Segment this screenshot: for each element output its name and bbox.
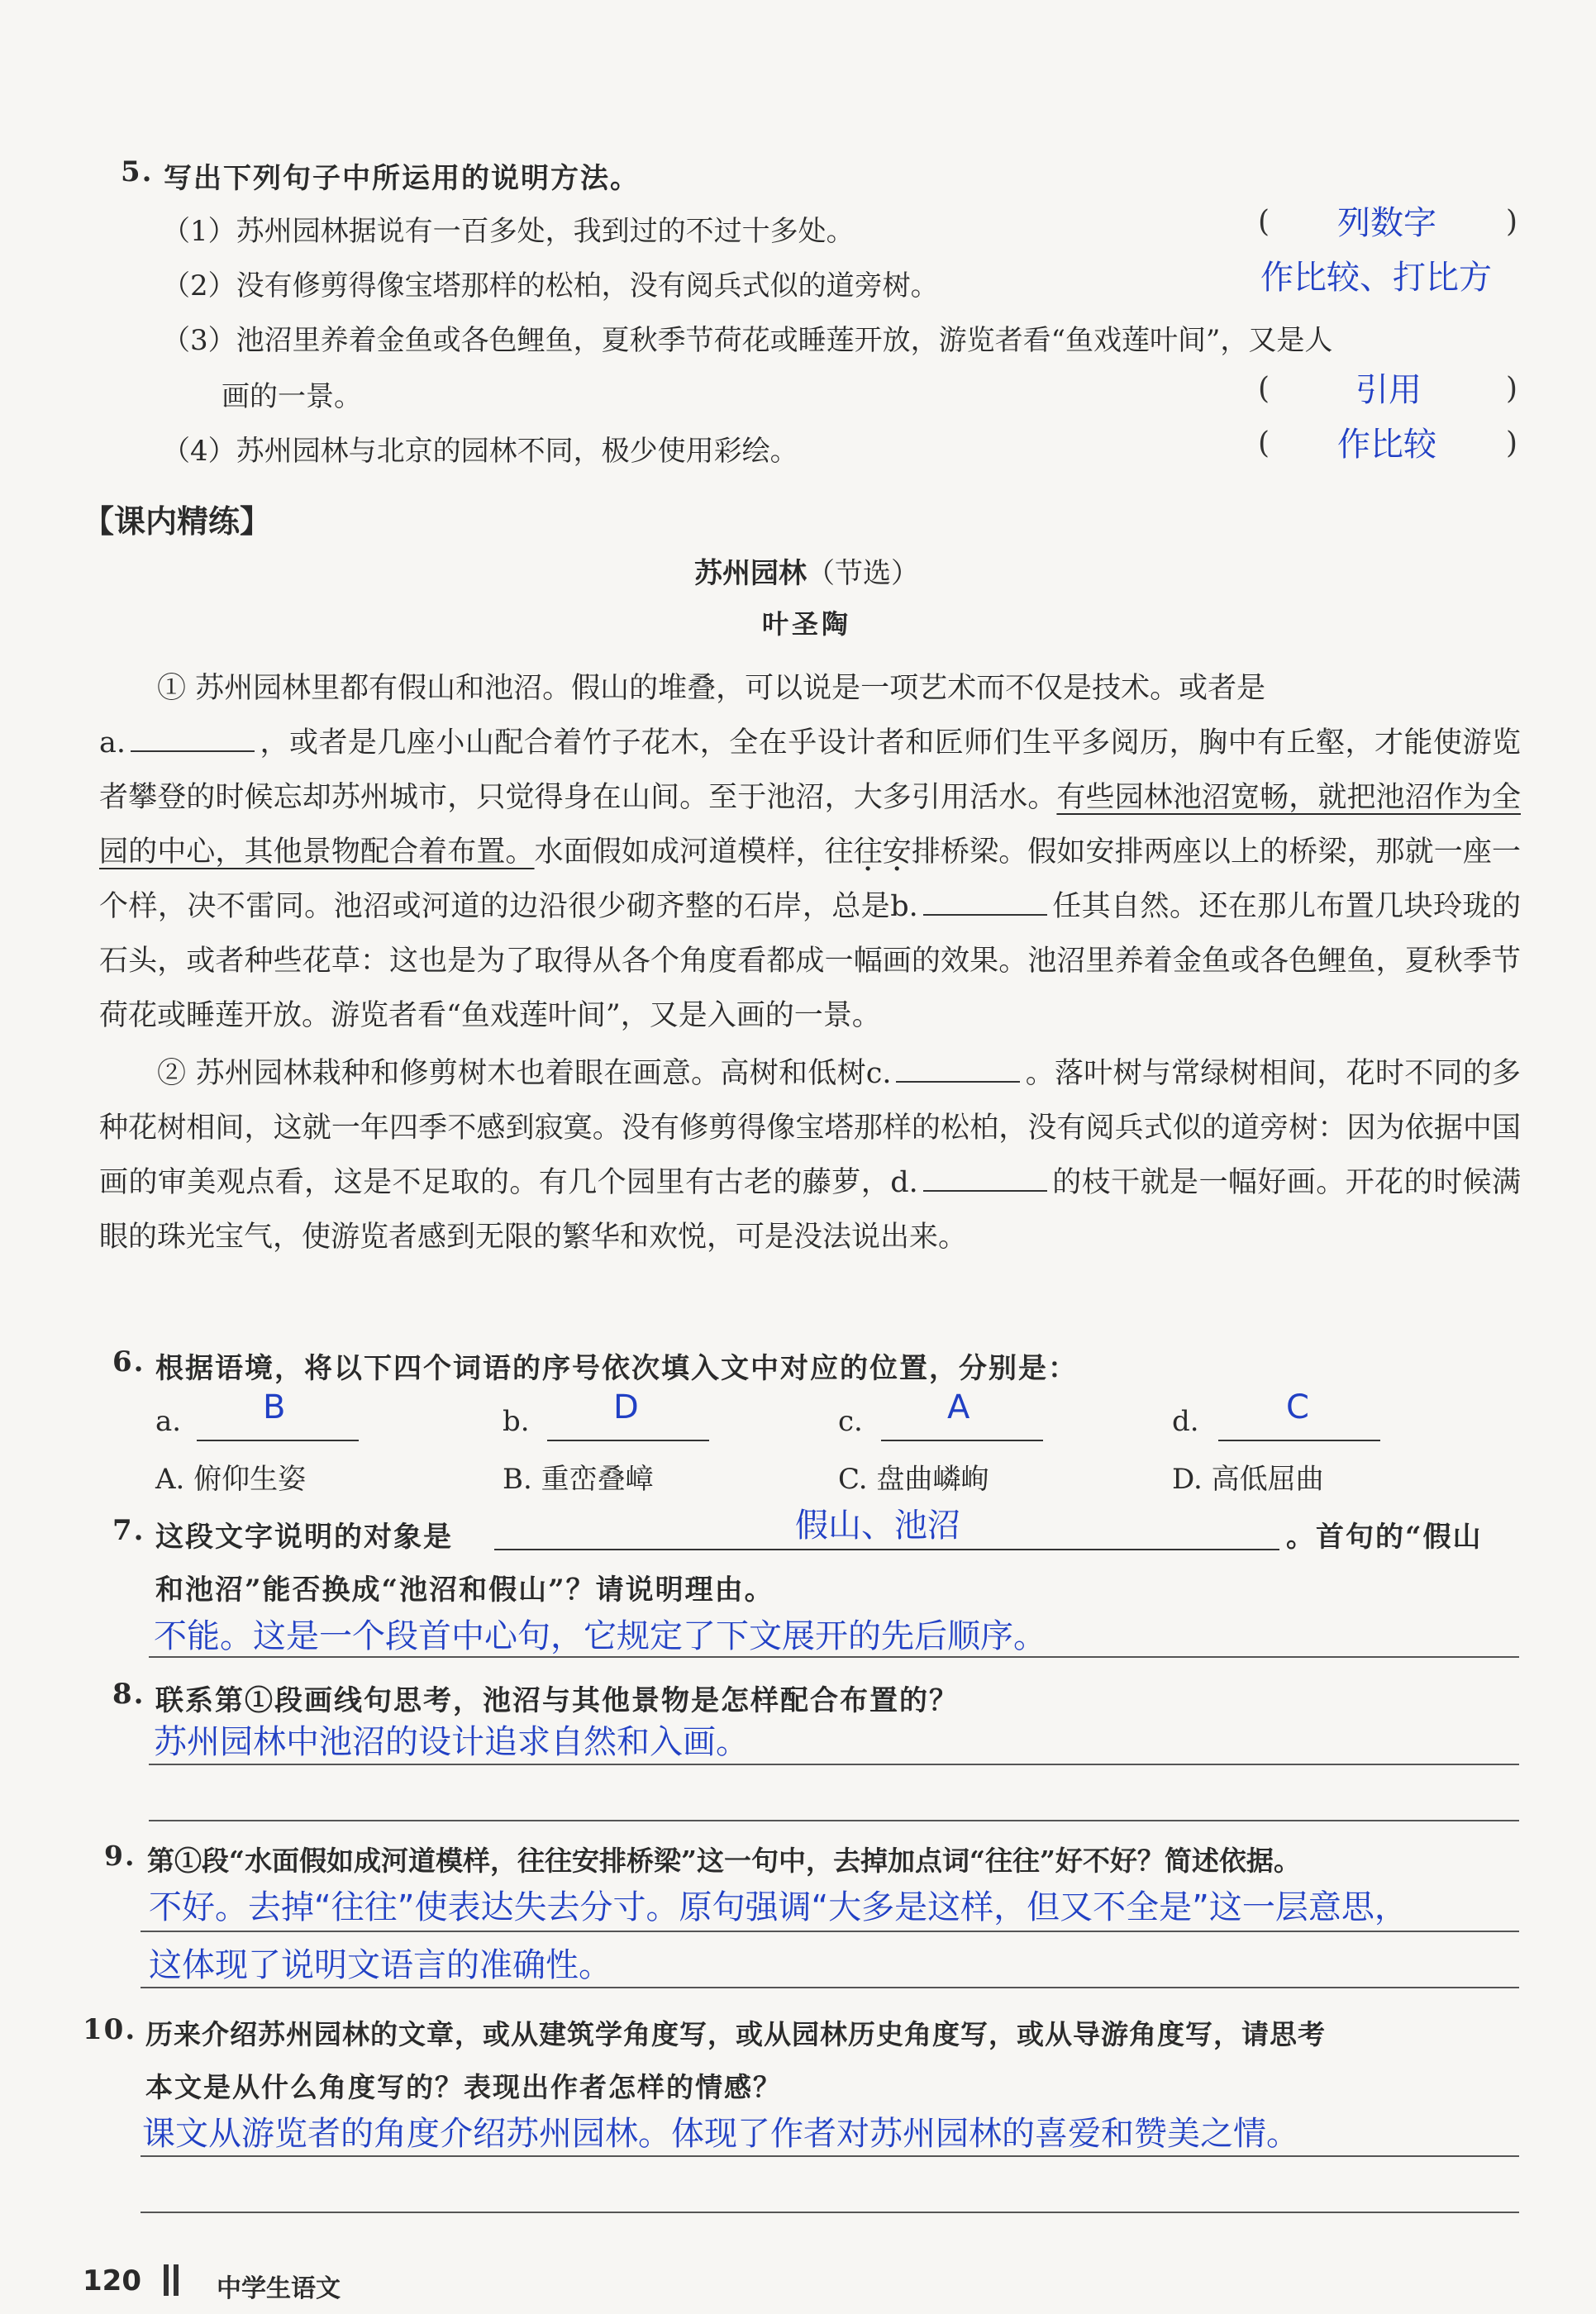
blank-b-label: b. bbox=[890, 890, 918, 923]
answer-line bbox=[149, 1764, 1519, 1765]
q5-answer-4: 作比较 bbox=[1337, 426, 1436, 464]
q9-answer-line-1: 不好。去掉“往往”使表达失去分寸。原句强调“大多是这样，但又不全是”这一层意思， bbox=[149, 1888, 1408, 1926]
q10-answer: 课文从游览者的角度介绍苏州园林。体现了作者对苏州园林的喜爱和赞美之情。 bbox=[142, 2115, 1299, 2153]
q6-answer-c: A bbox=[947, 1388, 970, 1426]
answer-line bbox=[141, 2155, 1519, 2157]
answer-line bbox=[141, 1931, 1519, 1932]
footer-bar-icon bbox=[164, 2264, 169, 2296]
q9-answer-line-2: 这体现了说明文语言的准确性。 bbox=[149, 1946, 612, 1984]
paren-open: ( bbox=[1258, 426, 1270, 460]
dotted-char-2: 往 bbox=[853, 836, 883, 869]
page-number: 120 bbox=[83, 2264, 141, 2297]
blank-b bbox=[923, 889, 1047, 916]
article-paragraph-2 bbox=[99, 1046, 1521, 1264]
q6-option-b: B. 重峦叠嶂 bbox=[503, 1463, 654, 1496]
paren-close: ) bbox=[1506, 205, 1518, 239]
blank-a-label: a. bbox=[99, 726, 126, 759]
paren-close: ) bbox=[1506, 426, 1518, 460]
blank-d bbox=[923, 1165, 1047, 1192]
q6-blank-d-label: d. bbox=[1172, 1405, 1199, 1438]
q6-blank-a-label: a. bbox=[155, 1405, 182, 1438]
q7-prompt-b: 。首句的“假山 bbox=[1286, 1521, 1483, 1554]
q6-answer-a: B bbox=[263, 1388, 286, 1426]
q7-number: 7. bbox=[112, 1514, 145, 1547]
q7-prompt-c: 和池沼”能否换成“池沼和假山”？请说明理由。 bbox=[155, 1574, 774, 1607]
blank-d-label: d. bbox=[890, 1166, 918, 1199]
q5-answer-1: 列数字 bbox=[1337, 204, 1436, 242]
q6-blank-c-line bbox=[881, 1438, 1043, 1441]
p1-text-c: ，或者是几座小山配合着竹子花木，全在乎设计者和匠师们生平多阅历，胸中有丘壑，才能使游览者攀登的时候忘却苏州城市，只觉得身在山间。至于池沼，大多引用活水。 bbox=[99, 726, 1521, 814]
dotted-char-1: 往 bbox=[824, 836, 854, 869]
q5-item-2: （2）没有修剪得像宝塔那样的松柏，没有阅兵式似的道旁树。 bbox=[162, 269, 939, 302]
answer-line bbox=[149, 1820, 1519, 1821]
q8-prompt: 联系第①段画线句思考，池沼与其他景物是怎样配合布置的？ bbox=[155, 1684, 959, 1717]
publication-title: 中学生语文 bbox=[217, 2274, 341, 2303]
q9-prompt: 第①段“水面假如成河道模样，往往安排桥梁”这一句中，去掉加点词“往往”好不好？简述依据。 bbox=[147, 1845, 1301, 1877]
q6-option-c: C. 盘曲嶙峋 bbox=[838, 1463, 989, 1496]
article-title bbox=[694, 550, 919, 591]
q6-blank-b-line bbox=[547, 1438, 709, 1441]
q8-answer: 苏州园林中池沼的设计追求自然和入画。 bbox=[154, 1723, 749, 1761]
p2-text-a: ② 苏州园林栽种和修剪树木也着眼在画意。高树和低树 bbox=[157, 1057, 866, 1090]
q6-blank-b-label: b. bbox=[503, 1405, 530, 1438]
q7-prompt-a: 这段文字说明的对象是 bbox=[155, 1521, 453, 1554]
answer-line bbox=[149, 1656, 1519, 1658]
p1-text-a: ① 苏州园林里都有假山和池沼。假山的堆叠，可以说是一项艺术而不仅是技术。或者是 bbox=[157, 672, 1266, 705]
q6-prompt: 根据语境，将以下四个词语的序号依次填入文中对应的位置，分别是： bbox=[155, 1352, 1078, 1385]
paren-close: ) bbox=[1506, 372, 1518, 406]
article-title-text: 苏州园林 bbox=[694, 557, 807, 590]
underlined-sentence: 有些园林池沼宽畅，就把池沼作为全园的中心，其他景物配合着布置。 bbox=[99, 781, 1521, 869]
q6-option-d: D. 高低屈曲 bbox=[1172, 1463, 1324, 1496]
article-paragraph-1 bbox=[99, 661, 1521, 1043]
p1-text-e: 安排桥梁。假如安排两座以上的桥梁，那就一座一个样，决不雷同。池沼或河道的边沿很少砌齐整的石岸，总是 bbox=[99, 836, 1521, 923]
q5-item-4: （4）苏州园林与北京的园林不同，极少使用彩绘。 bbox=[162, 435, 798, 468]
q5-prompt: 写出下列句子中所运用的说明方法。 bbox=[164, 162, 640, 195]
p2-text-c: 。落叶树与常绿树相间，花时不同的多种花树相间，这就一年四季不感到寂寞。没有修剪得像宝塔那样的松柏，没有阅兵式似的道旁树：因为依据中国画的审美观点看，这是不足取的。有几个园里有古老的藤萝， bbox=[99, 1057, 1521, 1199]
q10-prompt-line-2: 本文是从什么角度写的？表现出作者怎样的情感？ bbox=[145, 2071, 782, 2103]
p1-text-d: 水面假如成河道模样， bbox=[534, 836, 825, 869]
answer-line bbox=[141, 2212, 1519, 2213]
blank-c bbox=[896, 1056, 1020, 1083]
q8-number: 8. bbox=[112, 1678, 145, 1711]
q10-number: 10. bbox=[83, 2013, 137, 2046]
article-title-note: （节选） bbox=[807, 557, 919, 590]
p2-text-e: 的枝干就是一幅好画。开花的时候满眼的珠光宝气，使游览者感到无限的繁华和欢悦，可是没法说出来。 bbox=[99, 1166, 1521, 1254]
q6-answer-b: D bbox=[613, 1388, 639, 1426]
q10-prompt-line-1: 历来介绍苏州园林的文章，或从建筑学角度写，或从园林历史角度写，或从导游角度写，请思考 bbox=[145, 2018, 1326, 2050]
q6-answer-d: C bbox=[1286, 1388, 1309, 1426]
q5-item-3-cont: 画的一景。 bbox=[222, 380, 362, 413]
q5-answer-2: 作比较、打比方 bbox=[1260, 259, 1492, 297]
section-heading: 【课内精练】 bbox=[83, 503, 272, 540]
paren-open: ( bbox=[1258, 205, 1270, 239]
q6-option-a: A. 俯仰生姿 bbox=[155, 1463, 307, 1496]
q5-number: 5. bbox=[121, 155, 154, 188]
footer-bar-icon bbox=[174, 2264, 179, 2296]
blank-c-label: c. bbox=[865, 1057, 892, 1090]
answer-line bbox=[141, 1987, 1519, 1988]
q7-blank-line bbox=[494, 1547, 1279, 1550]
q5-item-3: （3）池沼里养着金鱼或各色鲤鱼，夏秋季节荷花或睡莲开放，游览者看“鱼戏莲叶间”，又是人 bbox=[162, 324, 1333, 357]
q7-answer-2: 不能。这是一个段首中心句，它规定了下文展开的先后顺序。 bbox=[154, 1617, 1046, 1655]
article-author: 叶圣陶 bbox=[762, 608, 852, 640]
paren-open: ( bbox=[1258, 372, 1270, 406]
q5-item-1: （1）苏州园林据说有一百多处，我到过的不过十多处。 bbox=[162, 215, 855, 248]
q6-number: 6. bbox=[112, 1345, 145, 1378]
q6-blank-a-line bbox=[197, 1438, 359, 1441]
q7-answer-1: 假山、池沼 bbox=[795, 1507, 960, 1545]
q9-number: 9. bbox=[104, 1840, 136, 1872]
q6-blank-c-label: c. bbox=[838, 1405, 863, 1438]
q6-blank-d-line bbox=[1218, 1438, 1380, 1441]
p1-text-g: 任其自然。还在那儿布置几块玲珑的石头，或者种些花草：这也是为了取得从各个角度看都成一幅画的效果。池沼里养着金鱼或各色鲤鱼，夏秋季节荷花或睡莲开放。游览者看“鱼戏莲叶间”，又是入画的一景。 bbox=[99, 890, 1521, 1032]
q5-answer-3: 引用 bbox=[1355, 371, 1422, 409]
blank-a bbox=[131, 726, 255, 752]
